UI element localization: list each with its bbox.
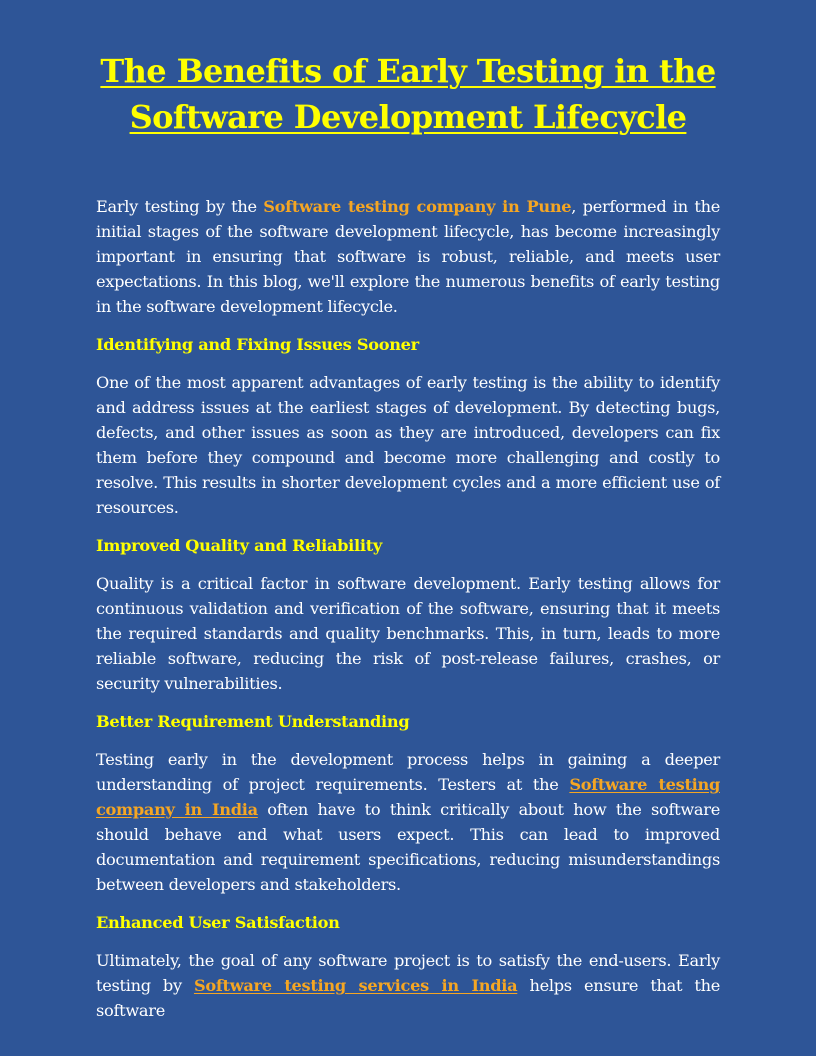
section-paragraph-satisfaction <box>96 948 720 1023</box>
satisfaction-text-after: helps ensure that the software <box>96 976 720 1020</box>
requirements-text-before: Testing early in the development process helps in gaining a deeper understanding of project requirements. Testers at the <box>96 750 720 794</box>
article-body <box>96 194 720 1023</box>
keyword-pune: Software testing company in Pune <box>263 197 572 216</box>
intro-paragraph <box>96 194 720 319</box>
section-paragraph-issues: One of the most apparent advantages of early testing is the ability to identify and address issues at the earliest stages of development. By detecting bugs, defects, and other issues as soon as they are introduced, developers can fix them before they compound and become more challenging and costly to resolve. This results in shorter development cycles and a more efficient use of resources. <box>96 373 720 517</box>
section-paragraph-quality: Quality is a critical factor in software development. Early testing allows for continuous validation and verification of the software, ensuring that it meets the required standards and quality benchmarks. This, in turn, leads to more reliable software, reducing the risk of post-release failures, crashes, or security vulnerabilities. <box>96 574 720 693</box>
satisfaction-text-before: Ultimately, the goal of any software project is to satisfy the end-users. Early testing by <box>96 951 720 995</box>
section-heading-satisfaction: Enhanced User Satisfaction <box>96 913 340 932</box>
page-title <box>96 0 720 140</box>
section-heading-issues: Identifying and Fixing Issues Sooner <box>96 335 419 354</box>
requirements-text-after: often have to think critically about how the software should behave and what users expect. This can lead to improved documentation and requirement specifications, reducing misunderstandings between developers and stakeholders. <box>96 800 720 894</box>
intro-text-before: Early testing by the <box>96 197 264 216</box>
section-heading-requirements: Better Requirement Understanding <box>96 712 410 731</box>
link-software-testing-company-india[interactable]: Software testing company in India <box>96 775 720 819</box>
title-line-2: Software Development Lifecycle <box>129 98 687 136</box>
title-line-1: The Benefits of Early Testing in the <box>100 52 716 90</box>
link-software-testing-services-india[interactable]: Software testing services in India <box>193 976 518 995</box>
section-paragraph-requirements <box>96 747 720 897</box>
section-heading-quality: Improved Quality and Reliability <box>96 536 382 555</box>
intro-text-after: , performed in the initial stages of the software development lifecycle, has become increasingly important in ensuring that software is robust, reliable, and meets user expectations. In this blog, we'll explore the numerous benefits of early testing in the software development lifecycle. <box>96 197 720 316</box>
